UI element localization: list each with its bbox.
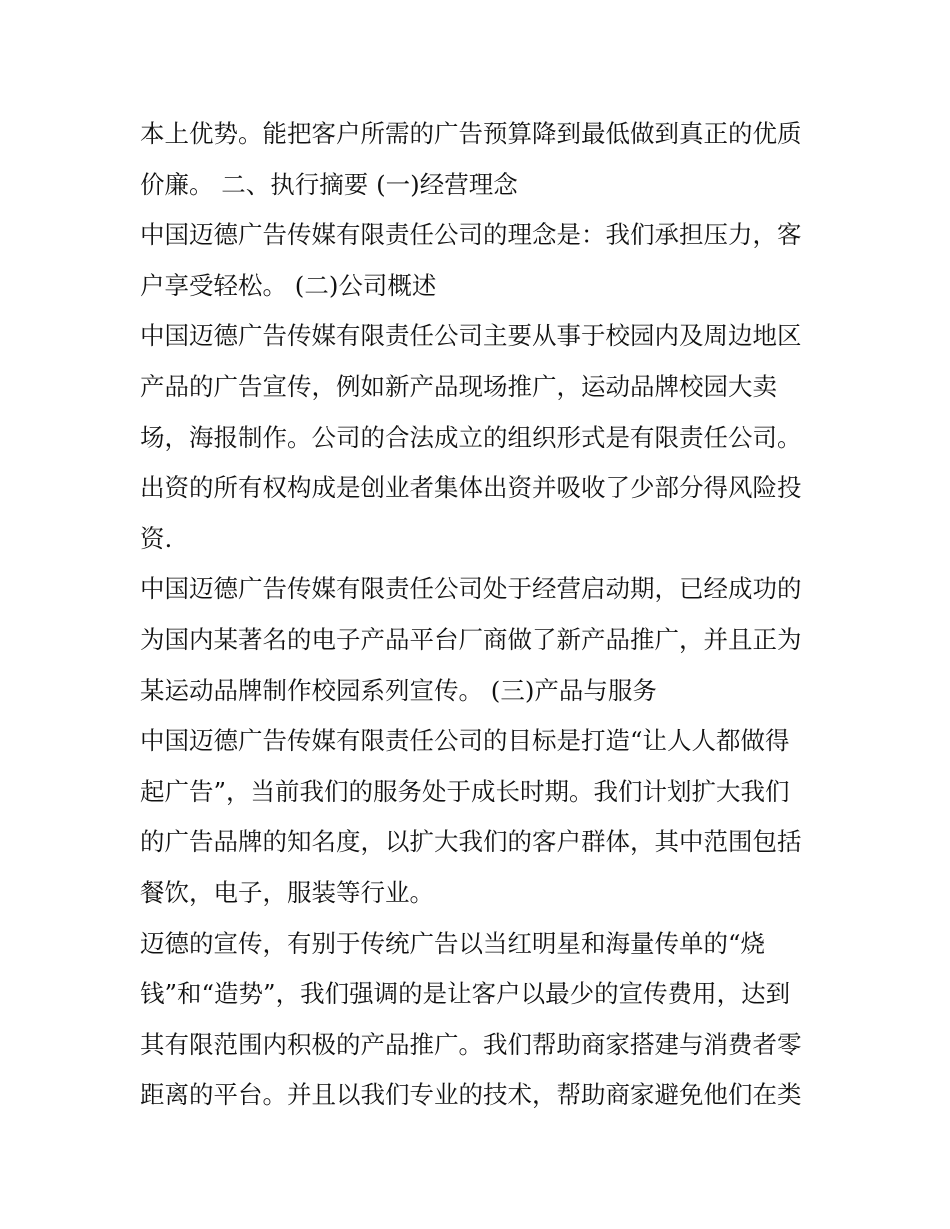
- text-line: 的广告品牌的知名度，以扩大我们的客户群体，其中范围包括: [140, 827, 802, 857]
- text-line: 场，海报制作。公司的合法成立的组织形式是有限责任公司。: [140, 422, 802, 452]
- text-line: 中国迈德广告传媒有限责任公司的目标是打造“让人人都做得: [140, 726, 790, 756]
- text-line: 中国迈德广告传媒有限责任公司主要从事于校园内及周边地区: [140, 321, 802, 351]
- text-line: 起广告”，当前我们的服务处于成长时期。我们计划扩大我们: [140, 776, 790, 806]
- text-line: 迈德的宣传，有别于传统广告以当红明星和海量传单的“烧: [140, 928, 766, 958]
- text-line: 餐饮，电子，服装等行业。: [140, 877, 434, 907]
- body-text: [140, 109, 820, 1121]
- text-line: 户享受轻松。 (二)公司概述: [140, 270, 437, 300]
- text-line: 距离的平台。并且以我们专业的技术，帮助商家避免他们在类: [140, 1080, 802, 1110]
- text-line: 产品的广告宣传，例如新产品现场推广，运动品牌校园大卖: [140, 371, 777, 401]
- text-line: 资.: [140, 523, 173, 553]
- text-line: 价廉。 二、执行摘要 (一)经营理念: [140, 169, 518, 199]
- text-line: 中国迈德广告传媒有限责任公司处于经营启动期，已经成功的: [140, 574, 802, 604]
- text-line: 中国迈德广告传媒有限责任公司的理念是：我们承担压力，客: [140, 220, 802, 250]
- text-line: 出资的所有权构成是创业者集体出资并吸收了少部分得风险投: [140, 473, 802, 503]
- text-line: 某运动品牌制作校园系列宣传。 (三)产品与服务: [140, 675, 657, 705]
- text-line: 钱”和“造势”，我们强调的是让客户以最少的宣传费用，达到: [140, 979, 791, 1009]
- text-line: 为国内某著名的电子产品平台厂商做了新产品推广，并且正为: [140, 624, 802, 654]
- text-line: 本上优势。能把客户所需的广告预算降到最低做到真正的优质: [140, 119, 802, 148]
- text-line: 其有限范围内积极的产品推广。我们帮助商家搭建与消费者零: [140, 1029, 802, 1059]
